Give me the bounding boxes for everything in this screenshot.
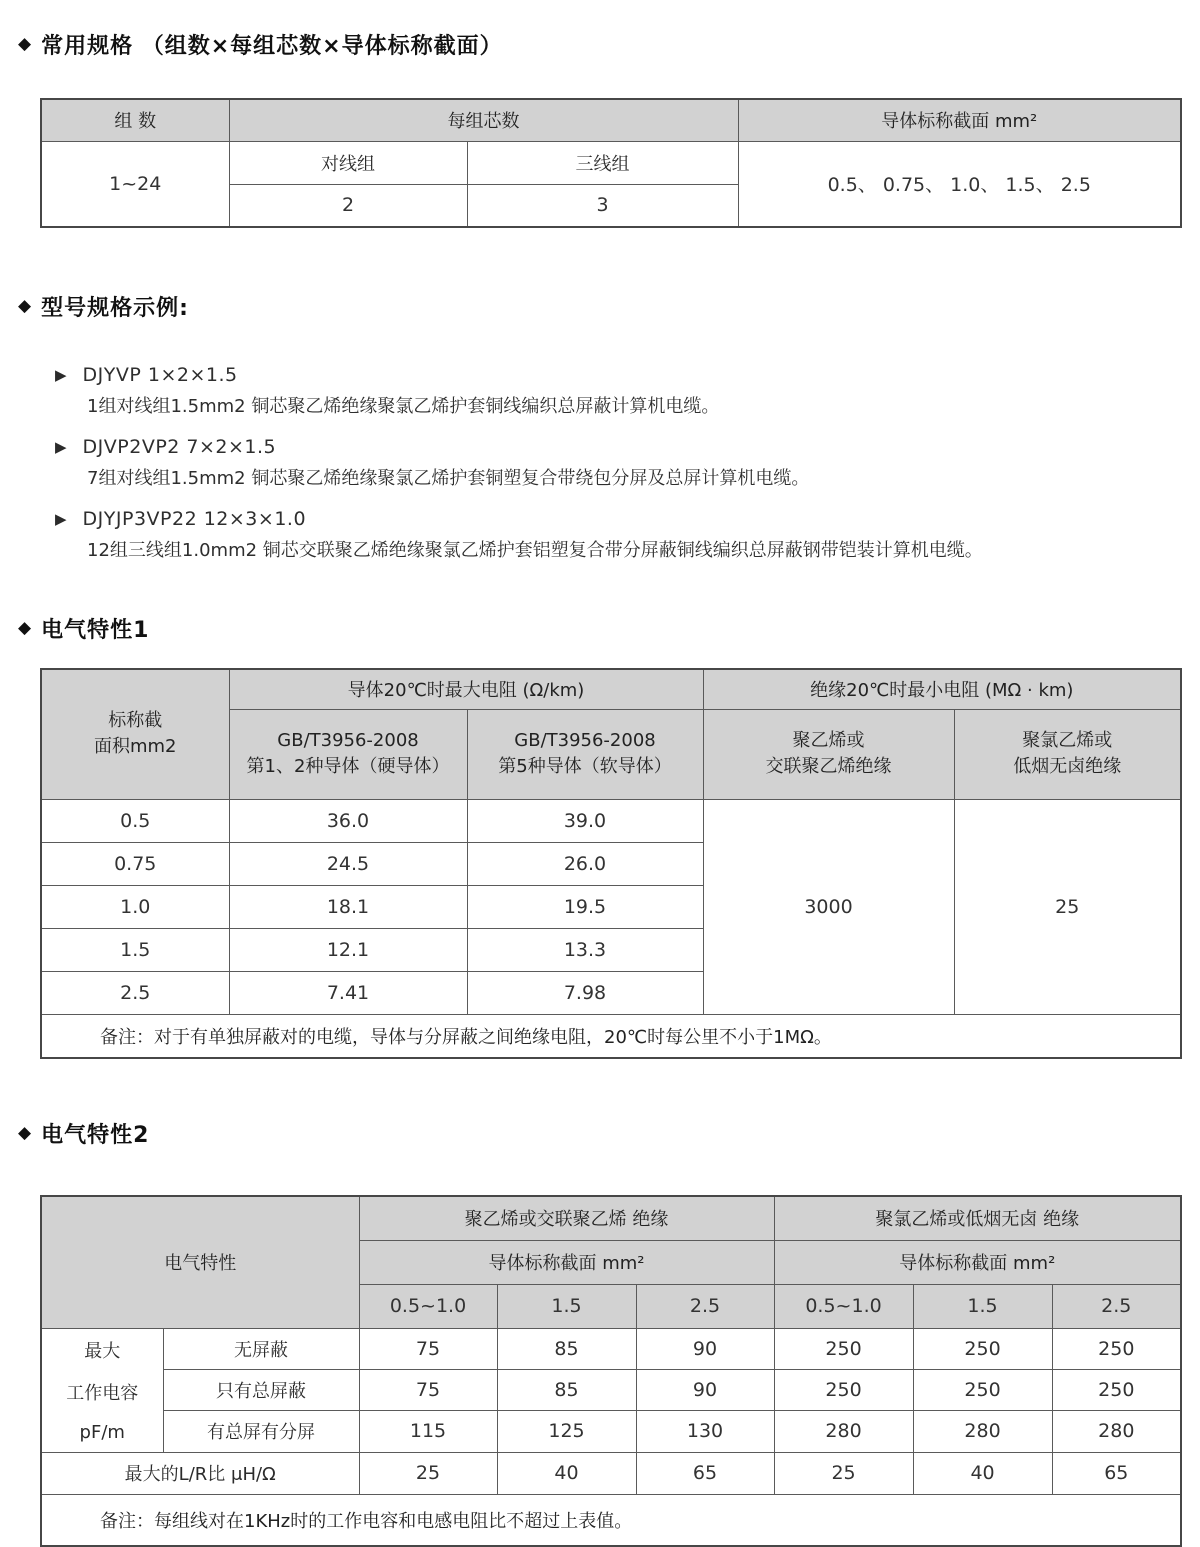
insulation-line: 聚氯乙烯或 — [1022, 729, 1113, 751]
model-examples-list — [55, 360, 1200, 564]
value-cell: 280 — [774, 1411, 913, 1452]
value-cell: 90 — [636, 1328, 774, 1369]
value-cell: 65 — [636, 1452, 774, 1494]
value-cell: 75 — [359, 1328, 497, 1369]
insulation-line: 交联聚乙烯绝缘 — [765, 756, 892, 777]
electrical2-table — [40, 1195, 1182, 1547]
value-cell: 65 — [1052, 1452, 1181, 1494]
table-row — [41, 1369, 1181, 1410]
diamond-bullet-icon: ◆ — [18, 1122, 32, 1143]
triple-count-cell: 3 — [467, 184, 738, 227]
insulation-line: 低烟无卤绝缘 — [1013, 756, 1122, 777]
conductor-type-line: 第1、2种导体（硬导体） — [246, 756, 450, 777]
pe-insulation-group-header: 聚乙烯或交联聚乙烯 绝缘 — [359, 1196, 774, 1240]
size-col-header: 0.5~1.0 — [774, 1284, 913, 1328]
value-cell: 125 — [497, 1411, 636, 1452]
value-cell: 250 — [774, 1369, 913, 1410]
model-description: 12组三线组1.0mm2 铜芯交联聚乙烯绝缘聚氯乙烯护套铝塑复合带分屏蔽铜线编织总屏蔽钢带铠装计算机电缆。 — [87, 540, 983, 561]
hard-resistance-cell: 24.5 — [229, 842, 467, 885]
diamond-bullet-icon: ◆ — [18, 295, 32, 316]
diamond-bullet-icon: ◆ — [18, 33, 32, 54]
model-description: 1组对线组1.5mm2 铜芯聚乙烯绝缘聚氯乙烯护套铜线编织总屏蔽计算机电缆。 — [87, 396, 720, 417]
triple-group-label-cell: 三线组 — [467, 141, 738, 184]
value-cell: 90 — [636, 1369, 774, 1410]
soft-conductor-header — [467, 709, 703, 799]
value-cell: 250 — [774, 1328, 913, 1369]
pe-insulation-header — [703, 709, 954, 799]
insulation-line: 聚乙烯或 — [792, 729, 865, 751]
table-row — [41, 1411, 1181, 1452]
section-title-common-spec — [18, 30, 1200, 58]
pvc-insulation-group-header: 聚氯乙烯或低烟无卤 绝缘 — [774, 1196, 1181, 1240]
size-col-header: 2.5 — [636, 1284, 774, 1328]
value-cell: 75 — [359, 1369, 497, 1410]
soft-resistance-cell: 26.0 — [467, 842, 703, 885]
pe-subheader-conductor-section: 导体标称截面 mm² — [359, 1240, 774, 1284]
model-examples-title: 型号规格示例: — [41, 295, 189, 321]
value-cell: 250 — [1052, 1369, 1181, 1410]
model-example-item — [55, 504, 1200, 564]
table-row — [41, 1452, 1181, 1494]
hard-conductor-header — [229, 709, 467, 799]
cap-label-line: 最大 — [84, 1340, 121, 1362]
size-cell: 1.0 — [41, 885, 229, 928]
size-cell: 0.5 — [41, 799, 229, 842]
value-cell: 280 — [913, 1411, 1052, 1452]
section-title-electrical1 — [18, 614, 1200, 642]
size-cell: 2.5 — [41, 971, 229, 1014]
electrical1-note: 备注：对于有单独屏蔽对的电缆，导体与分屏蔽之间绝缘电阻，20℃时每公里不小于1MΩ。 — [41, 1014, 1181, 1058]
value-cell: 40 — [913, 1452, 1052, 1494]
value-cell: 85 — [497, 1328, 636, 1369]
diamond-bullet-icon: ◆ — [18, 617, 32, 638]
soft-resistance-cell: 19.5 — [467, 885, 703, 928]
shield-type-cell: 有总屏有分屏 — [163, 1411, 359, 1452]
row-header-nominal-section — [41, 669, 229, 799]
value-cell: 250 — [913, 1328, 1052, 1369]
soft-resistance-cell: 39.0 — [467, 799, 703, 842]
model-code: DJYJP3VP22 12×3×1.0 — [82, 508, 307, 530]
hard-resistance-cell: 18.1 — [229, 885, 467, 928]
triangle-bullet-icon: ▶ — [55, 509, 67, 528]
row-header-electrical-characteristics: 电气特性 — [41, 1196, 359, 1328]
size-col-header: 2.5 — [1052, 1284, 1181, 1328]
value-cell: 250 — [913, 1369, 1052, 1410]
sections-value-cell: 0.5、 0.75、 1.0、 1.5、 2.5 — [738, 141, 1181, 227]
soft-resistance-cell: 13.3 — [467, 928, 703, 971]
pvc-insulation-header — [954, 709, 1181, 799]
model-description: 7组对线组1.5mm2 铜芯聚乙烯绝缘聚氯乙烯护套铜塑复合带绕包分屏及总屏计算机电缆。 — [87, 468, 810, 489]
common-spec-title: 常用规格 （组数×每组芯数×导体标称截面） — [41, 33, 503, 59]
common-spec-table — [40, 98, 1182, 228]
value-cell: 280 — [1052, 1411, 1181, 1452]
triangle-bullet-icon: ▶ — [55, 365, 67, 384]
value-cell: 85 — [497, 1369, 636, 1410]
col-header-conductor-section: 导体标称截面 mm² — [738, 99, 1181, 141]
value-cell: 25 — [359, 1452, 497, 1494]
model-code: DJYVP 1×2×1.5 — [82, 364, 238, 386]
pvc-min-resistance-cell: 25 — [954, 799, 1181, 1014]
electrical1-title: 电气特性1 — [41, 617, 150, 643]
section-title-electrical2 — [18, 1119, 1200, 1147]
size-cell: 1.5 — [41, 928, 229, 971]
value-cell: 130 — [636, 1411, 774, 1452]
shield-type-cell: 无屏蔽 — [163, 1328, 359, 1369]
triangle-bullet-icon: ▶ — [55, 437, 67, 456]
value-cell: 115 — [359, 1411, 497, 1452]
conductor-resistance-group-header: 导体20℃时最大电阻 (Ω/km) — [229, 669, 703, 709]
hard-resistance-cell: 7.41 — [229, 971, 467, 1014]
capacitance-group-label — [41, 1328, 163, 1452]
pe-min-resistance-cell: 3000 — [703, 799, 954, 1014]
table-row — [41, 799, 1181, 842]
insulation-resistance-group-header: 绝缘20℃时最小电阻 (MΩ · km) — [703, 669, 1181, 709]
size-col-header: 0.5~1.0 — [359, 1284, 497, 1328]
size-col-header: 1.5 — [497, 1284, 636, 1328]
value-cell: 250 — [1052, 1328, 1181, 1369]
size-cell: 0.75 — [41, 842, 229, 885]
model-code: DJVP2VP2 7×2×1.5 — [82, 436, 277, 458]
electrical2-title: 电气特性2 — [41, 1122, 150, 1148]
pair-count-cell: 2 — [229, 184, 467, 227]
size-col-header: 1.5 — [913, 1284, 1052, 1328]
soft-resistance-cell: 7.98 — [467, 971, 703, 1014]
section-title-model-examples — [18, 292, 1200, 320]
model-example-item — [55, 360, 1200, 420]
lr-ratio-label-cell: 最大的L/R比 μH/Ω — [41, 1452, 359, 1494]
electrical1-table — [40, 668, 1182, 1059]
pair-group-label-cell: 对线组 — [229, 141, 467, 184]
table-row — [41, 1328, 1181, 1369]
electrical2-note: 备注：每组线对在1KHz时的工作电容和电感电阻比不超过上表值。 — [41, 1494, 1181, 1546]
col-header-cores: 每组芯数 — [229, 99, 738, 141]
value-cell: 40 — [497, 1452, 636, 1494]
cap-label-line: 工作电容 — [66, 1383, 139, 1405]
standard-line: GB/T3956-2008 — [514, 729, 656, 751]
row-header-line2: 面积mm2 — [93, 736, 177, 758]
col-header-groups: 组 数 — [41, 99, 229, 141]
pvc-subheader-conductor-section: 导体标称截面 mm² — [774, 1240, 1181, 1284]
cap-label-line: pF/m — [79, 1422, 125, 1444]
row-header-line1: 标称截 — [108, 710, 163, 732]
hard-resistance-cell: 12.1 — [229, 928, 467, 971]
hard-resistance-cell: 36.0 — [229, 799, 467, 842]
value-cell: 25 — [774, 1452, 913, 1494]
shield-type-cell: 只有总屏蔽 — [163, 1369, 359, 1410]
conductor-type-line: 第5种导体（软导体） — [498, 756, 672, 777]
model-example-item — [55, 432, 1200, 492]
standard-line: GB/T3956-2008 — [277, 729, 419, 751]
groups-value-cell: 1~24 — [41, 141, 229, 227]
